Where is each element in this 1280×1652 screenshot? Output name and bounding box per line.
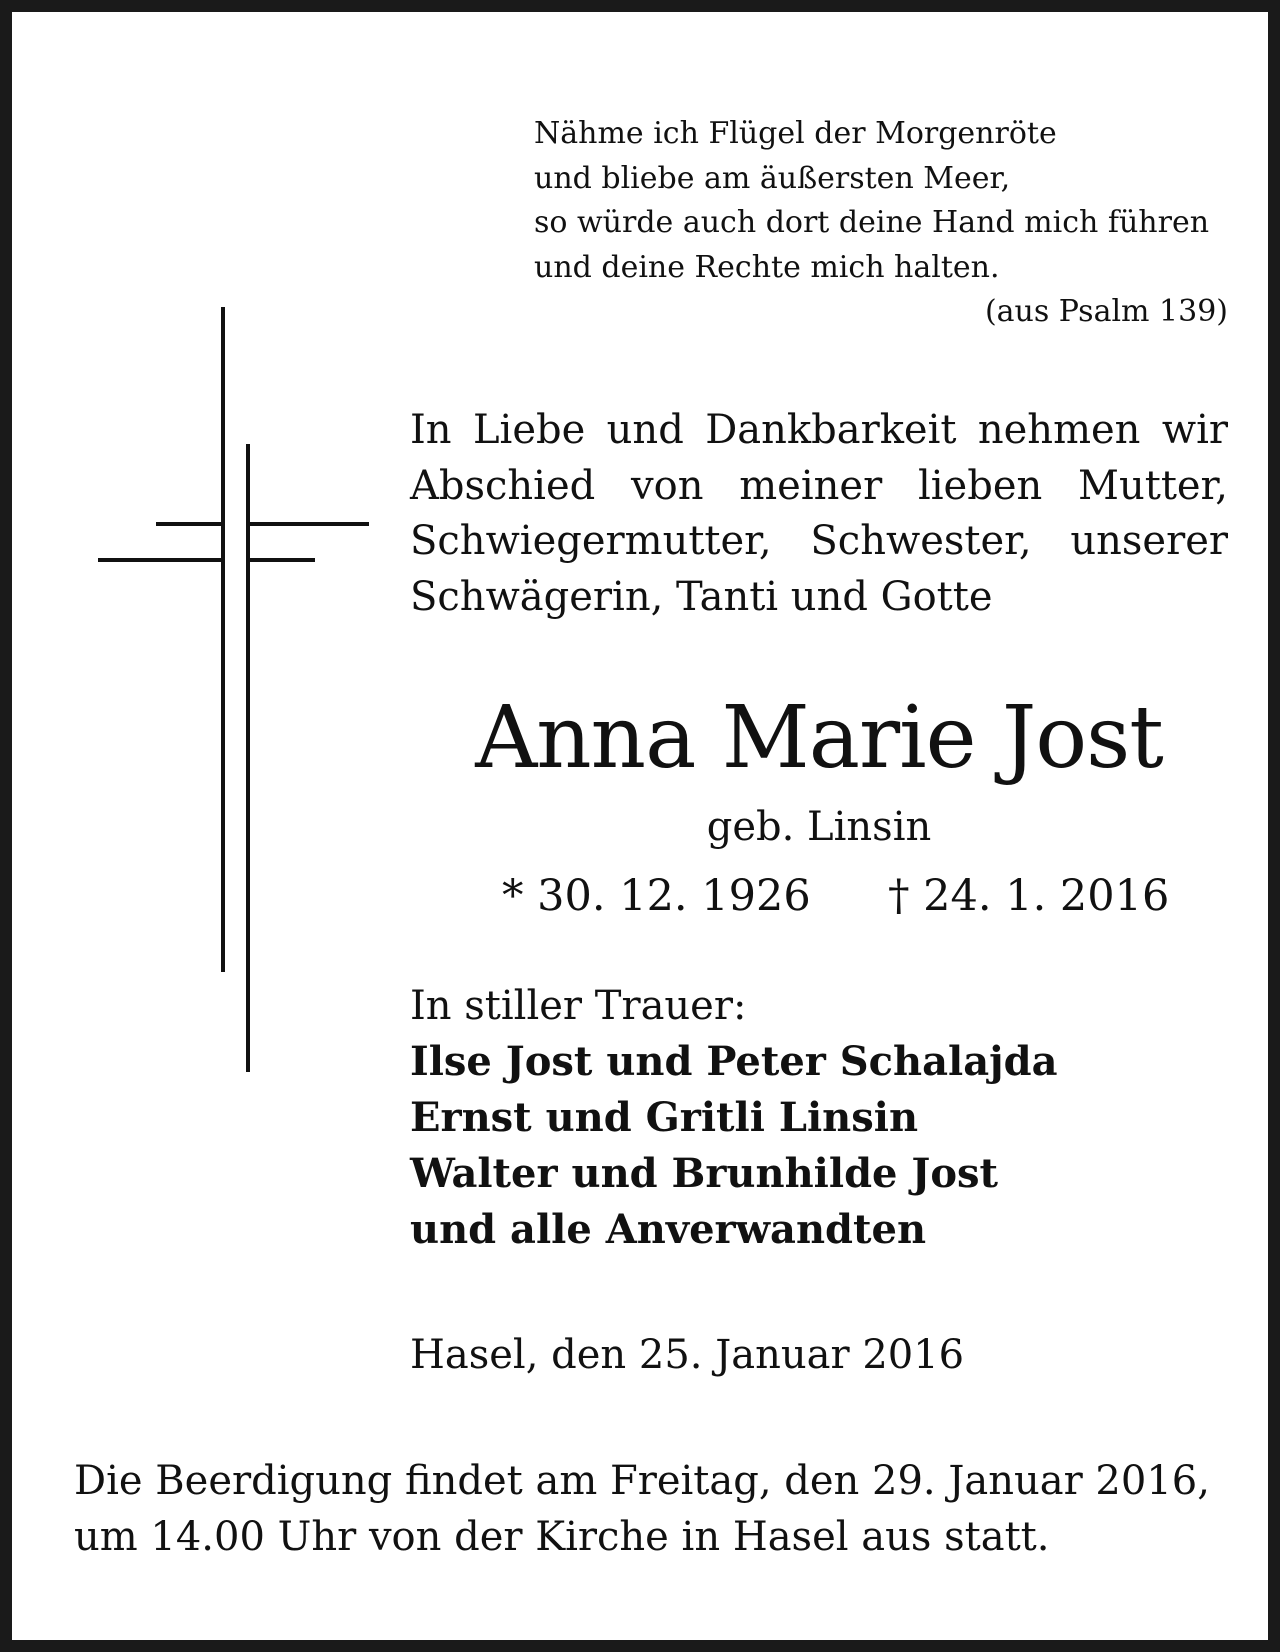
psalm-quote <box>534 112 1228 335</box>
psalm-line: und bliebe am äußersten Meer, <box>534 160 1011 196</box>
mourner-name: und alle Anverwandten <box>410 1206 927 1253</box>
mourner-name: Ernst und Gritli Linsin <box>410 1094 919 1141</box>
farewell-text: In Liebe und Dankbarkeit nehmen wir Abschied von meiner lieben Mutter, Schwiegermutter, Schwester, unserer Schwägerin, Tanti und Gotte <box>410 407 1228 620</box>
mourner-name: Ilse Jost und Peter Schalajda <box>410 1038 1058 1085</box>
psalm-line: Nähme ich Flügel der Morgenröte <box>534 116 1057 151</box>
deceased-name: Anna Marie Jost <box>475 688 1163 788</box>
cross-icon <box>82 307 382 1077</box>
mourners-block <box>410 978 1228 1258</box>
birth-date: * 30. 12. 1926 <box>502 871 811 921</box>
psalm-line: so würde auch dort deine Hand mich führen <box>534 205 1210 240</box>
mourner-name: Walter und Brunhilde Jost <box>410 1150 999 1197</box>
maiden-name: geb. Linsin <box>706 804 932 850</box>
mourners-heading: In stiller Trauer: <box>410 983 747 1029</box>
psalm-source: (aus Psalm 139) <box>984 294 1228 329</box>
death-date: † 24. 1. 2016 <box>888 871 1170 921</box>
funeral-notice: Die Beerdigung findet am Freitag, den 29. Januar 2016, um 14.00 Uhr von der Kirche in Hasel aus statt. <box>74 1458 1210 1560</box>
place-and-date: Hasel, den 25. Januar 2016 <box>410 1332 965 1378</box>
psalm-line: und deine Rechte mich halten. <box>534 249 1000 285</box>
